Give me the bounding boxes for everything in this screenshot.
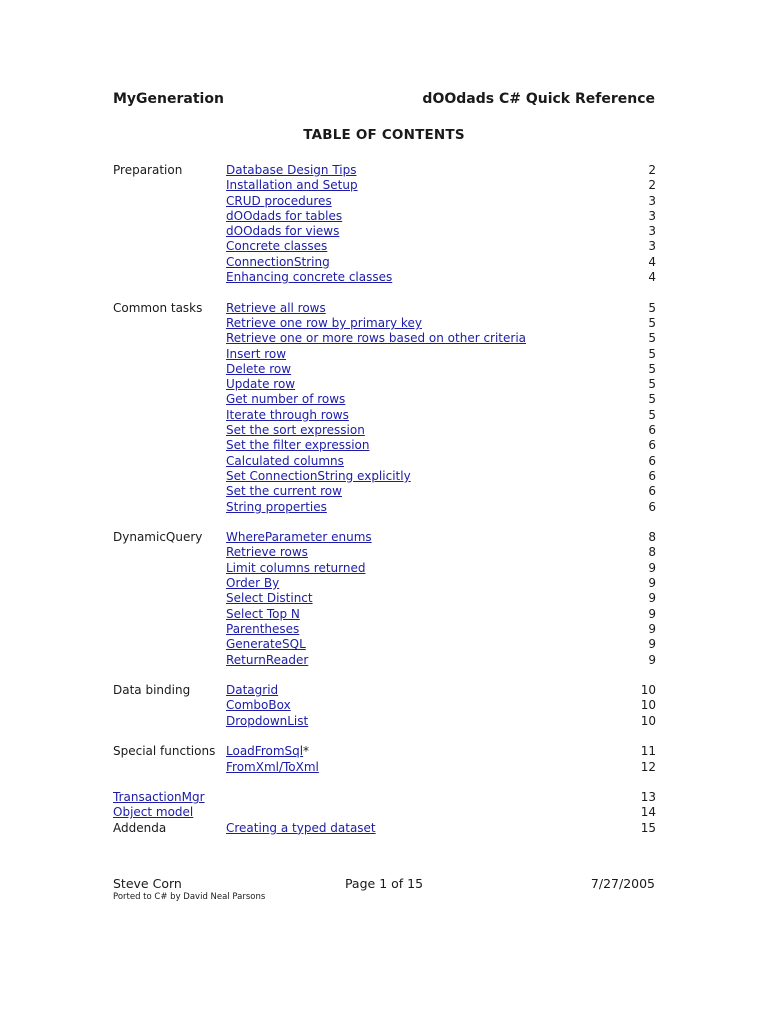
page-number: 5	[648, 361, 656, 376]
toc-link-set-the-sort-expression[interactable]: Set the sort expression	[226, 423, 365, 438]
page-number: 5	[648, 377, 656, 392]
toc-row	[113, 469, 656, 484]
toc-link-update-row[interactable]: Update row	[226, 377, 296, 392]
toc-section-data-binding	[113, 683, 656, 729]
page-number: 3	[648, 239, 656, 254]
toc-row-addenda	[113, 821, 656, 836]
page-number: 9	[648, 560, 656, 575]
page-number: 5	[648, 300, 656, 315]
toc-row	[113, 239, 656, 254]
page-number: 11	[640, 744, 656, 759]
toc-row	[113, 622, 656, 637]
toc-section-common-tasks	[113, 301, 656, 515]
toc-row	[113, 438, 656, 453]
toc-row	[113, 377, 656, 392]
toc-link-generatesql[interactable]: GenerateSQL	[226, 637, 306, 652]
section-label: Preparation	[113, 163, 183, 177]
toc-row	[113, 316, 656, 331]
page-number: 9	[648, 576, 656, 591]
toc-link-database-design-tips[interactable]: Database Design Tips	[226, 163, 357, 177]
page-number: 6	[648, 499, 656, 514]
document-title: dOOdads C# Quick Reference	[422, 91, 655, 107]
toc-row	[113, 331, 656, 346]
toc-row	[113, 637, 656, 652]
toc-link-enhancing-concrete-classes[interactable]: Enhancing concrete classes	[226, 270, 393, 285]
toc-link-whereparameter-enums[interactable]: WhereParameter enums	[226, 530, 372, 545]
page-number: 9	[648, 652, 656, 667]
page-number: 9	[648, 591, 656, 606]
page-number: 3	[648, 193, 656, 208]
toc-row	[113, 683, 656, 698]
toc-link-loadfromsql[interactable]: LoadFromSql	[226, 744, 304, 759]
toc-row	[113, 255, 656, 270]
page-number: 15	[640, 820, 656, 835]
toc-row	[113, 484, 656, 499]
toc-row	[113, 805, 656, 820]
toc-link-returnreader[interactable]: ReturnReader	[226, 652, 309, 667]
toc-row	[113, 392, 656, 407]
page-number: 10	[640, 683, 656, 698]
toc-link-select-distinct[interactable]: Select Distinct	[226, 591, 313, 606]
toc-row	[113, 714, 656, 729]
page-number: 8	[648, 545, 656, 560]
section-label: Data binding	[113, 683, 191, 698]
toc-row	[113, 224, 656, 239]
toc-row	[113, 408, 656, 423]
toc-link-set-connectionstring-explicitly[interactable]: Set ConnectionString explicitly	[226, 468, 411, 483]
toc-row	[113, 744, 656, 759]
toc-row	[113, 561, 656, 576]
toc-row	[113, 163, 656, 178]
toc-row	[113, 423, 656, 438]
toc-row	[113, 454, 656, 469]
page-number: 2	[648, 163, 656, 177]
toc-row	[113, 545, 656, 560]
toc-link-retrieve-one-row-by-primary-key[interactable]: Retrieve one row by primary key	[226, 315, 422, 330]
page-number: 4	[648, 254, 656, 269]
toc-link-set-the-filter-expression[interactable]: Set the filter expression	[226, 438, 370, 453]
page-number: 12	[640, 759, 656, 774]
toc-link-object-model[interactable]: Object model	[113, 805, 194, 820]
toc-link-creating-a-typed-dataset[interactable]: Creating a typed dataset	[226, 820, 376, 835]
page-number: 3	[648, 208, 656, 223]
page-number: 10	[640, 713, 656, 728]
toc-link-string-properties[interactable]: String properties	[226, 499, 327, 514]
toc-link-crud-procedures[interactable]: CRUD procedures	[226, 193, 332, 208]
toc-link-combobox[interactable]: ComboBox	[226, 698, 291, 713]
toc-row	[113, 698, 656, 713]
header-title: MyGeneration	[113, 91, 224, 107]
toc-link-fromxml-toxml[interactable]: FromXml/ToXml	[226, 759, 319, 774]
toc-link-retrieve-rows[interactable]: Retrieve rows	[226, 545, 308, 560]
page-number: 6	[648, 468, 656, 483]
toc-row	[113, 301, 656, 316]
toc-link-transactionmgr[interactable]: TransactionMgr	[113, 790, 205, 805]
footer-page-number: Page 1 of 15	[344, 876, 424, 891]
page-number: 13	[640, 790, 656, 805]
toc-row	[113, 500, 656, 515]
toc-row	[113, 194, 656, 209]
toc-section-preparation	[113, 163, 656, 285]
toc-row	[113, 270, 656, 285]
toc-section-special-functions	[113, 744, 656, 775]
toc-row	[113, 347, 656, 362]
page-number: 4	[648, 270, 656, 285]
toc-link-doodads-for-views[interactable]: dOOdads for views	[226, 224, 340, 239]
table-of-contents	[113, 163, 656, 836]
toc-row	[113, 209, 656, 224]
toc-row	[113, 591, 656, 606]
page-number: 6	[648, 484, 656, 499]
toc-link-select-top-n[interactable]: Select Top N	[226, 606, 300, 621]
toc-link-datagrid[interactable]: Datagrid	[226, 683, 279, 698]
toc-link-delete-row[interactable]: Delete row	[226, 361, 292, 376]
toc-link-retrieve-one-or-more-rows-based-on-other-criteria[interactable]: Retrieve one or more rows based on other criteria	[226, 331, 527, 346]
page-number: 9	[648, 621, 656, 636]
page-number: 6	[648, 423, 656, 438]
toc-link-concrete-classes[interactable]: Concrete classes	[226, 239, 328, 254]
toc-link-set-the-current-row[interactable]: Set the current row	[226, 484, 342, 499]
page-number: 10	[640, 698, 656, 713]
toc-link-connectionstring[interactable]: ConnectionString	[226, 254, 330, 269]
toc-link-iterate-through-rows[interactable]: Iterate through rows	[226, 407, 349, 422]
toc-row	[113, 607, 656, 622]
link-suffix: *	[303, 744, 309, 759]
toc-section-dynamicquery	[113, 530, 656, 668]
section-label: DynamicQuery	[113, 530, 203, 545]
toc-row	[113, 178, 656, 193]
page-number: 2	[648, 178, 656, 193]
page-number: 5	[648, 331, 656, 346]
page-number: 6	[648, 453, 656, 468]
toc-link-installation-and-setup[interactable]: Installation and Setup	[226, 178, 358, 193]
toc-row	[113, 790, 656, 805]
page-number: 14	[640, 805, 656, 820]
page-number: 9	[648, 637, 656, 652]
toc-link-parentheses[interactable]: Parentheses	[226, 621, 300, 636]
toc-link-doodads-for-tables[interactable]: dOOdads for tables	[226, 208, 343, 223]
toc-link-get-number-of-rows[interactable]: Get number of rows	[226, 392, 346, 407]
toc-link-order-by[interactable]: Order By	[226, 576, 280, 591]
page-number: 5	[648, 407, 656, 422]
toc-link-retrieve-all-rows[interactable]: Retrieve all rows	[226, 300, 326, 315]
page-number: 3	[648, 224, 656, 239]
toc-link-calculated-columns[interactable]: Calculated columns	[226, 453, 344, 468]
section-label: Special functions	[113, 744, 216, 759]
page-number: 6	[648, 438, 656, 453]
section-label: Addenda	[113, 820, 167, 835]
toc-link-insert-row[interactable]: Insert row	[226, 346, 287, 361]
toc-row	[113, 362, 656, 377]
page-number: 5	[648, 346, 656, 361]
page-number: 5	[648, 315, 656, 330]
toc-heading: TABLE OF CONTENTS	[303, 127, 465, 143]
toc-row	[113, 760, 656, 775]
toc-row	[113, 530, 656, 545]
footer-author: Steve Corn	[113, 876, 182, 891]
toc-standalone	[113, 790, 656, 836]
page-number: 8	[648, 530, 656, 545]
page-number: 9	[648, 606, 656, 621]
toc-link-limit-columns-returned[interactable]: Limit columns returned	[226, 560, 366, 575]
toc-row	[113, 653, 656, 668]
footer-ported-credit: Ported to C# by David Neal Parsons	[113, 892, 266, 902]
toc-link-dropdownlist[interactable]: DropdownList	[226, 713, 309, 728]
section-label: Common tasks	[113, 300, 203, 315]
toc-row	[113, 576, 656, 591]
footer-date: 7/27/2005	[590, 876, 655, 891]
page-number: 5	[648, 392, 656, 407]
